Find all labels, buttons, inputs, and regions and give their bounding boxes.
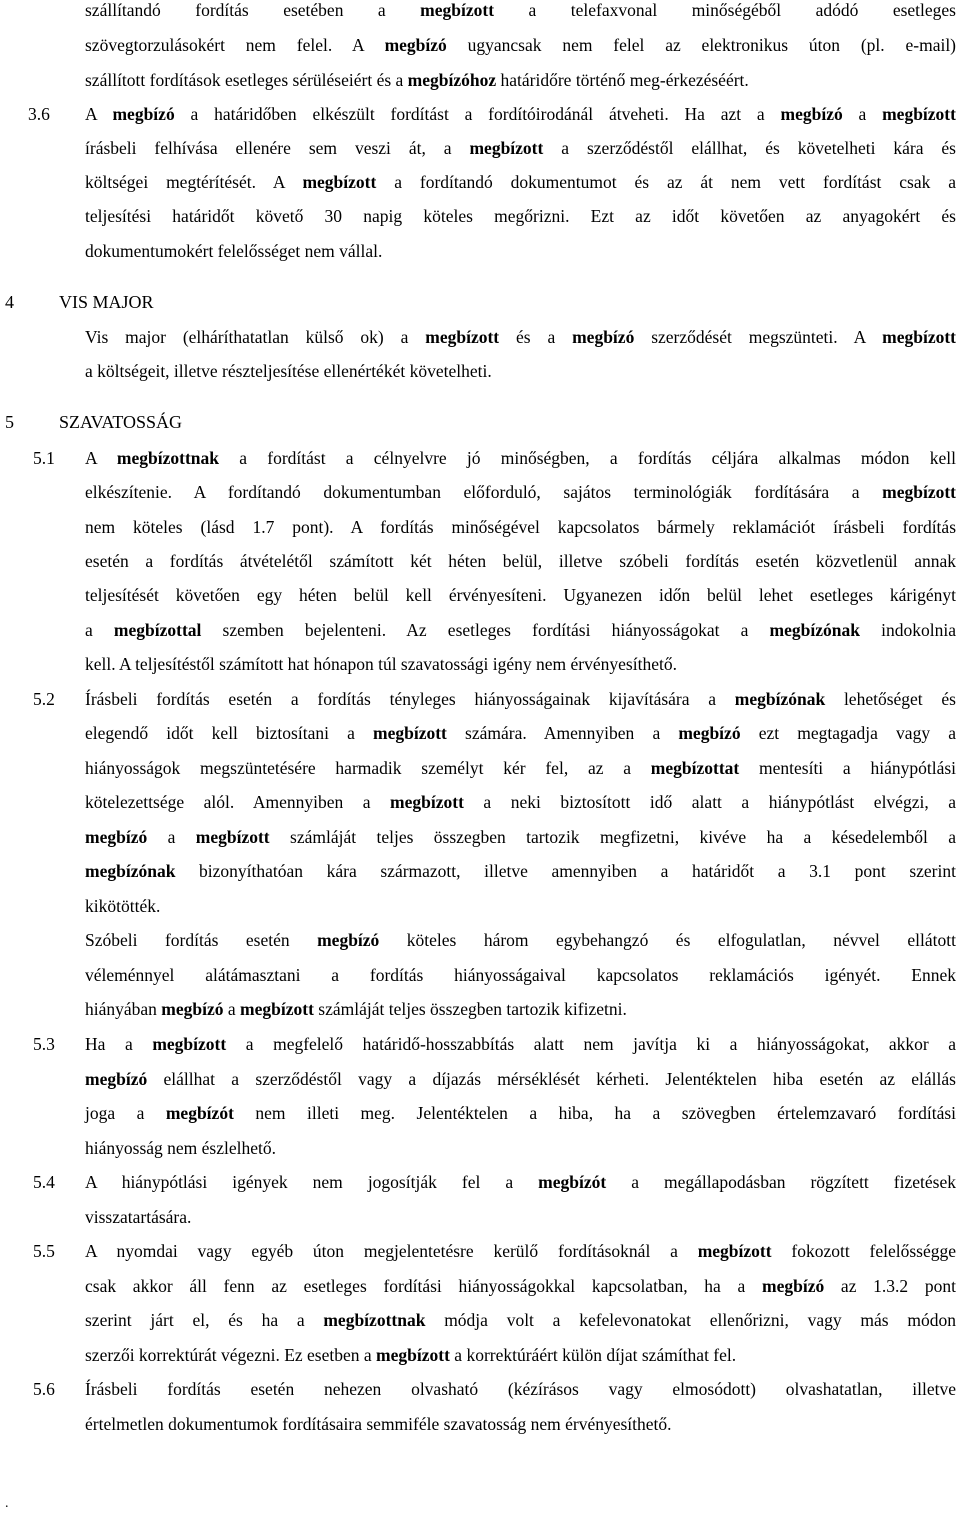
text-line <box>85 896 160 916</box>
text-line <box>85 361 492 381</box>
text-segment: a fordítandó dokumentumot és az át nem vett fordítást csak a <box>376 172 956 192</box>
bold-term: megbízott <box>152 1034 227 1054</box>
text-segment: csak akkor áll fenn az esetleges fordítási hiányosságokkal kapcsolatban, ha a <box>85 1276 762 1296</box>
text-line <box>85 70 749 90</box>
text-segment: hiányosság nem észlelhető. <box>85 1138 276 1158</box>
text-segment: és a <box>499 327 573 347</box>
text-segment: A <box>85 448 117 468</box>
text-segment: bizonyíthatóan kára származott, illetve amennyiben a határidőt a 3.1 pont szerint <box>175 861 956 881</box>
text-segment: értelmetlen dokumentumok fordításaira semmiféle szavatosság nem érvényesíthető. <box>85 1414 672 1434</box>
text-line <box>85 448 956 468</box>
text-segment: indokolnia <box>859 620 956 640</box>
text-segment: számláját teljes összegben tartozik megfizetni, kivéve ha a késedelemből a <box>269 827 956 847</box>
text-segment: Szóbeli fordítás esetén <box>85 930 318 950</box>
text-segment: A <box>85 104 113 124</box>
section-number: 5.2 <box>33 689 55 709</box>
text-segment: Vis major (elháríthatatlan külső ok) a <box>85 327 426 347</box>
bold-term: megbízóhoz <box>407 70 497 90</box>
text-line <box>85 1207 191 1227</box>
text-segment: Írásbeli fordítás esetén nehezen olvasható (kézírásos vagy elmosódott) olvashatatlan, illetve <box>85 1379 956 1399</box>
text-line <box>85 0 956 20</box>
section-number: 5.6 <box>33 1379 55 1399</box>
bold-term: megbízott <box>373 723 447 743</box>
text-segment: módja volt a kefelevonatokat ellenőrizni, vagy más módon <box>425 1310 956 1330</box>
text-line <box>85 930 956 950</box>
text-segment: kötelezettsége alól. Amennyiben a <box>85 792 391 812</box>
text-segment: visszatartására. <box>85 1207 192 1227</box>
bold-term: megbízott <box>302 172 377 192</box>
bold-term: megbízó <box>85 1069 148 1089</box>
text-line <box>85 1276 956 1296</box>
text-segment: Írásbeli fordítás esetén a fordítás tényleges hiányosságainak kijavítására a <box>85 689 735 709</box>
text-segment: a <box>223 999 241 1019</box>
text-segment: határidőre történő meg-érkezéséért. <box>496 70 749 90</box>
text-segment: a határidőben elkészült fordítást a fordítóirodánál átveheti. Ha azt a <box>174 104 781 124</box>
text-segment: hiányosságok megszüntetésére harmadik személyt kér fel, az a <box>85 758 651 778</box>
text-line <box>85 206 956 226</box>
text-line <box>85 327 956 347</box>
footer-mark: . <box>5 1496 9 1511</box>
text-segment: szállított fordítások esetleges sérüléseiért és a <box>85 70 408 90</box>
text-segment: véleménnyel alátámasztani a fordítás hiányosságaival kapcsolatos reklamációs igényét. Ennek <box>85 965 956 985</box>
bold-term: megbízott <box>425 327 500 347</box>
text-line <box>85 723 956 743</box>
text-segment: A hiánypótlási igények nem jogosítják fel a <box>85 1172 539 1192</box>
text-segment: Ha a <box>85 1034 153 1054</box>
text-line <box>85 965 956 985</box>
bold-term: megbízottal <box>113 620 202 640</box>
bold-term: megbízó <box>678 723 741 743</box>
text-segment: a telefaxvonal minőségéből adódó esetleges <box>494 0 956 20</box>
text-segment: a megfelelő határidő-hosszabbítás alatt nem javítja ki a hiányosságokat, akkor a <box>226 1034 956 1054</box>
bold-term: megbízott <box>390 792 464 812</box>
text-segment: a <box>842 104 883 124</box>
bold-term: megbízott <box>420 0 495 20</box>
text-line <box>85 689 956 709</box>
section-number: 4 <box>5 292 14 312</box>
section-heading: SZAVATOSSÁG <box>59 412 183 432</box>
text-line <box>85 1414 672 1434</box>
text-segment: számára. Amennyiben a <box>446 723 679 743</box>
text-line <box>85 1069 956 1089</box>
bold-term: megbízott <box>195 827 270 847</box>
text-line <box>85 104 956 124</box>
text-line <box>85 861 956 881</box>
bold-term: megbízó <box>384 35 447 55</box>
text-line <box>85 792 956 812</box>
text-segment: köteles három egybehangzó és elfogulatlan, névvel ellátott <box>379 930 956 950</box>
bold-term: megbízott <box>882 327 956 347</box>
bold-term: megbízónak <box>85 861 176 881</box>
text-segment: szállítandó fordítás esetében a <box>85 0 421 20</box>
text-line <box>85 1379 956 1399</box>
text-line <box>85 827 956 847</box>
text-line <box>85 172 956 192</box>
bold-term: megbízott <box>376 1345 450 1365</box>
text-line <box>85 1241 956 1261</box>
text-line <box>85 482 956 502</box>
section-heading: VIS MAJOR <box>59 292 154 312</box>
text-segment: A nyomdai vagy egyéb úton megjelentetésre kerülő fordításoknál a <box>85 1241 698 1261</box>
section-number: 5.4 <box>33 1172 55 1192</box>
section-number: 5.1 <box>33 448 55 468</box>
text-line <box>85 758 956 778</box>
text-segment: a fordítást a célnyelvre jó minőségben, a fordítás céljára alkalmas módon kell <box>219 448 956 468</box>
text-segment: szemben bejelenteni. Az esetleges fordítási hiányosságokat a <box>201 620 770 640</box>
text-line <box>85 1103 956 1123</box>
text-segment: hiányában <box>85 999 162 1019</box>
bold-term: megbízottnak <box>116 448 219 468</box>
text-line <box>85 1172 956 1192</box>
text-segment: szerzői korrektúrát végezni. Ez esetben a <box>85 1345 377 1365</box>
bold-term: megbízó <box>112 104 175 124</box>
text-segment: nem illeti meg. Jelentéktelen a hiba, ha a szövegben értelemzavaró fordítási <box>233 1103 957 1123</box>
bold-term: megbízó <box>572 327 635 347</box>
text-segment: esetén a fordítás átvételétől számított két héten belül, illetve szóbeli fordítás esetén közvetlenül annak <box>85 551 956 571</box>
text-line <box>85 1138 276 1158</box>
bold-term: megbízott <box>240 999 314 1019</box>
bold-term: megbízónak <box>769 620 860 640</box>
text-segment: a <box>85 620 114 640</box>
bold-term: megbízott <box>697 1241 772 1261</box>
text-segment: lehetőséget és <box>825 689 956 709</box>
text-segment: a költségeit, illetve részteljesítése ellenértékét követelheti. <box>85 361 492 381</box>
bold-term: megbízó <box>161 999 224 1019</box>
section-number: 5.3 <box>33 1034 55 1054</box>
text-line <box>85 1034 956 1054</box>
text-line <box>85 1345 736 1365</box>
text-line <box>85 999 627 1019</box>
text-segment: fokozott felelősségge <box>771 1241 956 1261</box>
text-segment: elállhat a szerződéstől vagy a díjazás mérséklését kérheti. Jelentéktelen hiba esetén az elállás <box>147 1069 956 1089</box>
bold-term: megbízót <box>165 1103 234 1123</box>
bold-term: megbízott <box>882 104 956 124</box>
bold-term: megbízó <box>762 1276 825 1296</box>
text-segment: írásbeli felhívása ellenére sem veszi át, a <box>85 138 470 158</box>
text-segment: joga a <box>85 1103 166 1123</box>
text-line <box>85 620 956 640</box>
bold-term: megbízó <box>780 104 843 124</box>
text-segment: költségei megtérítését. A <box>85 172 303 192</box>
text-segment: kikötötték. <box>85 896 161 916</box>
text-segment: szövegtorzulásokért nem felel. A <box>85 35 385 55</box>
bold-term: megbízónak <box>734 689 826 709</box>
text-line <box>85 138 956 158</box>
bold-term: megbízót <box>538 1172 607 1192</box>
bold-term: megbízó <box>85 827 148 847</box>
text-line <box>85 654 677 674</box>
text-segment: szerint járt el, és ha a <box>85 1310 324 1330</box>
text-segment: dokumentumokért felelősséget nem vállal. <box>85 241 383 261</box>
bold-term: megbízott <box>882 482 956 502</box>
text-segment: nem köteles (lásd 1.7 pont). A fordítás minőségével kapcsolatos bármely reklamációt írásbeli fordítás <box>85 517 956 537</box>
text-line <box>85 241 382 261</box>
text-line <box>85 35 956 55</box>
text-segment: ugyancsak nem felel az elektronikus úton (pl. e-mail) <box>446 35 957 55</box>
bold-term: megbízottnak <box>323 1310 426 1330</box>
section-number: 5.5 <box>33 1241 55 1261</box>
bold-term: megbízottat <box>650 758 740 778</box>
text-line <box>85 517 956 537</box>
section-number: 5 <box>5 412 14 432</box>
text-line <box>85 1310 956 1330</box>
text-segment: teljesítését követően egy héten belül kell érvényesíteni. Ugyanezen időn belül lehet esetleges kárigényt <box>85 585 956 605</box>
text-segment: mentesíti a hiánypótlási <box>739 758 957 778</box>
text-segment: kell. A teljesítéstől számított hat hónapon túl szavatossági igény nem érvényesíthető. <box>85 654 677 674</box>
text-line <box>85 585 956 605</box>
text-segment: teljesítési határidőt követő 30 napig köteles megőrizni. Ezt az időt követően az anyagokért és <box>85 206 956 226</box>
bold-term: megbízott <box>469 138 544 158</box>
text-segment: ezt megtagadja vagy a <box>740 723 956 743</box>
text-line <box>85 551 956 571</box>
text-segment: szerződését megszünteti. A <box>634 327 883 347</box>
text-segment: elkészítenie. A fordítandó dokumentumban előforduló, sajátos terminológiák fordítására a <box>85 482 883 502</box>
text-segment: a szerződéstől elállhat, és követelheti kára és <box>543 138 956 158</box>
text-segment: a neki biztosított idő alatt a hiánypótlást elvégzi, a <box>463 792 956 812</box>
bold-term: megbízó <box>317 930 380 950</box>
text-segment: számláját teljes összegben tartozik kifizetni. <box>313 999 627 1019</box>
text-segment: elegendő időt kell biztosítani a <box>85 723 374 743</box>
section-number: 3.6 <box>28 104 50 124</box>
text-segment: a korrektúráért külön díjat számíthat fel. <box>449 1345 737 1365</box>
text-segment: az 1.3.2 pont <box>824 1276 956 1296</box>
text-segment: a megállapodásban rögzített fizetések <box>606 1172 956 1192</box>
text-segment: a <box>147 827 196 847</box>
